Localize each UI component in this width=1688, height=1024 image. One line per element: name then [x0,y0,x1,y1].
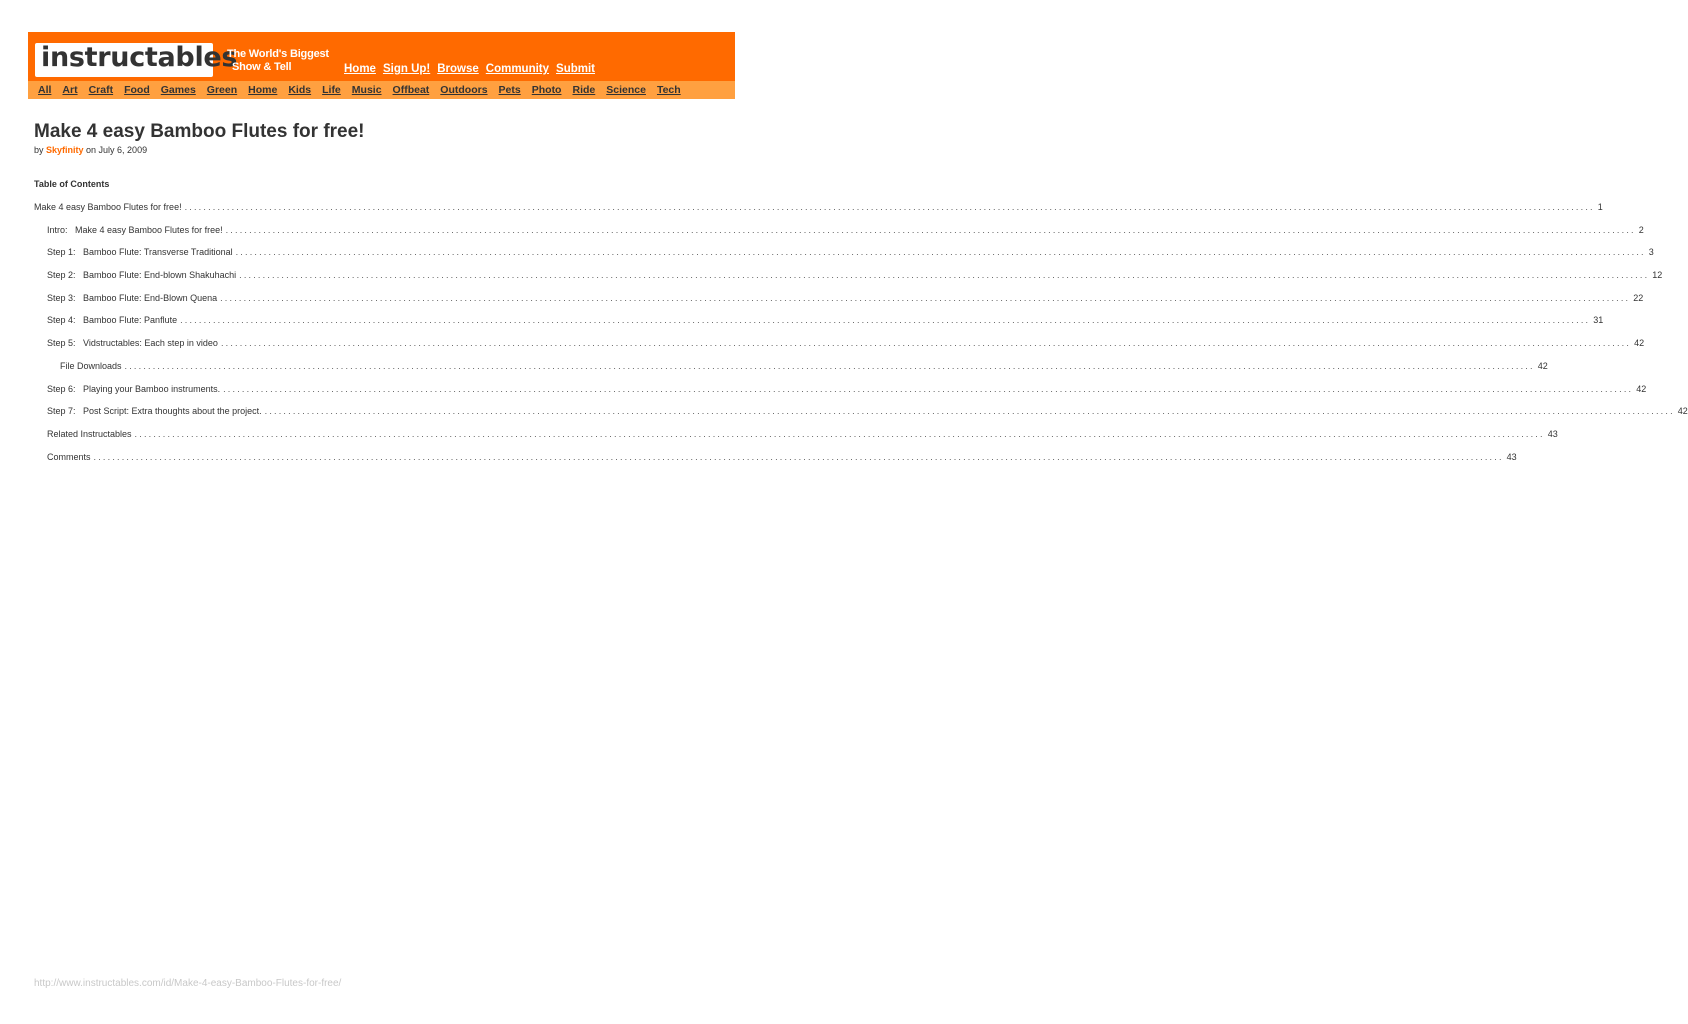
site-logo[interactable] [35,42,238,77]
toc-entry-label: Intro: Make 4 easy Bamboo Flutes for free! [47,224,223,235]
category-home[interactable]: Home [248,84,278,96]
dot-leader: ............................................................................................................................................................................................................................................................................................................ [220,292,1631,303]
toc-row[interactable] [34,338,1645,361]
dot-leader: ............................................................................................................................................................................................................................................................................................................ [220,338,1632,349]
toc-row[interactable] [34,360,1548,384]
toc-entry-label: File Downloads [60,360,122,371]
nav-submit-link[interactable]: Submit [556,63,596,75]
category-food[interactable]: Food [124,84,150,96]
category-offbeat[interactable]: Offbeat [392,84,430,96]
dot-leader: ............................................................................................................................................................................................................................................................................................................ [180,315,1591,326]
dot-leader: ............................................................................................................................................................................................................................................................................................................ [124,360,1535,371]
toc-row[interactable] [34,270,1663,293]
toc-page-number: 22 [1633,292,1644,303]
toc-entry-label: Make 4 easy Bamboo Flutes for free! [34,202,182,212]
toc-heading: Table of Contents [34,179,110,189]
byline-date: on July 6, 2009 [83,145,148,155]
toc-entry-label: Comments [47,451,91,462]
toc-entry-label: Step 2: Bamboo Flute: End-blown Shakuhachi [47,270,237,281]
toc-row[interactable] [34,202,1603,225]
toc-entry-label: Step 3: Bamboo Flute: End-Blown Quena [47,292,218,303]
toc-page-number: 43 [1547,428,1558,439]
dot-leader: ............................................................................................................................................................................................................................................................................................................ [239,270,1650,281]
toc-page-number: 1 [1597,202,1603,212]
page-title: Make 4 easy Bamboo Flutes for free! [34,121,365,142]
tagline-line-2: Show & Tell [232,61,292,73]
category-art[interactable]: Art [62,84,78,96]
site-header [28,32,735,99]
category-science[interactable]: Science [606,84,646,96]
toc-row[interactable] [34,292,1644,316]
dot-leader: ............................................................................................................................................................................................................................................................................................................ [184,202,1595,212]
toc-page-number: 42 [1677,406,1688,417]
toc-entry-label: Step 5: Vidstructables: Each step in video [47,338,218,349]
toc-page-number: 12 [1652,270,1663,281]
toc-row[interactable] [34,224,1644,248]
table-of-contents [34,202,1688,474]
dot-leader: ............................................................................................................................................................................................................................................................................................................ [93,451,1504,462]
category-green[interactable]: Green [206,84,238,96]
toc-page-number: 42 [1634,338,1645,349]
site-tagline [227,48,329,74]
toc-row[interactable] [34,315,1604,338]
category-all[interactable]: All [38,84,52,96]
category-pets[interactable]: Pets [498,84,521,96]
byline [34,145,147,155]
dot-leader: ............................................................................................................................................................................................................................................................................................................ [264,406,1675,417]
category-outdoors[interactable]: Outdoors [440,84,488,96]
category-ride[interactable]: Ride [572,84,596,96]
tagline-line-1: The World's Biggest [227,48,329,60]
category-craft[interactable]: Craft [88,84,114,96]
byline-prefix: by [34,145,47,155]
toc-page-number: 43 [1506,451,1517,462]
toc-row[interactable] [34,451,1517,475]
toc-page-number: 3 [1648,247,1654,258]
category-tech[interactable]: Tech [656,84,681,96]
category-kids[interactable]: Kids [288,84,312,96]
category-music[interactable]: Music [351,84,382,96]
toc-page-number: 31 [1593,315,1604,326]
top-nav [344,63,595,75]
toc-entry-label: Step 1: Bamboo Flute: Transverse Traditional [47,247,233,258]
category-photo[interactable]: Photo [531,84,562,96]
toc-entry-label: Step 6: Playing your Bamboo instruments. [47,383,221,394]
toc-entry-label: Step 4: Bamboo Flute: Panflute [47,315,178,326]
dot-leader: ............................................................................................................................................................................................................................................................................................................ [223,383,1634,394]
toc-entry-label: Step 7: Post Script: Extra thoughts about the project. [47,406,262,417]
toc-page-number: 42 [1636,383,1647,394]
nav-home-link[interactable]: Home [344,63,376,75]
toc-page-number: 42 [1537,360,1548,371]
author-link[interactable]: Skyfinity [46,145,84,155]
dot-leader: ............................................................................................................................................................................................................................................................................................................ [225,224,1636,235]
toc-row[interactable] [34,406,1688,429]
toc-row[interactable] [34,428,1558,452]
nav-community-link[interactable]: Community [485,63,550,75]
category-life[interactable]: Life [322,84,341,96]
toc-row[interactable] [34,247,1654,270]
category-games[interactable]: Games [160,84,196,96]
footer-url: http://www.instructables.com/id/Make-4-easy-Bamboo-Flutes-for-free/ [34,978,342,989]
nav-browse-link[interactable]: Browse [437,63,479,75]
dot-leader: ............................................................................................................................................................................................................................................................................................................ [235,247,1646,258]
dot-leader: ............................................................................................................................................................................................................................................................................................................ [134,428,1545,439]
toc-row[interactable] [34,383,1647,407]
toc-entry-label: Related Instructables [47,428,132,439]
logo-text: instructables [41,42,238,73]
toc-page-number: 2 [1638,224,1644,235]
nav-signup-link[interactable]: Sign Up! [382,63,431,75]
category-bar [28,81,735,99]
